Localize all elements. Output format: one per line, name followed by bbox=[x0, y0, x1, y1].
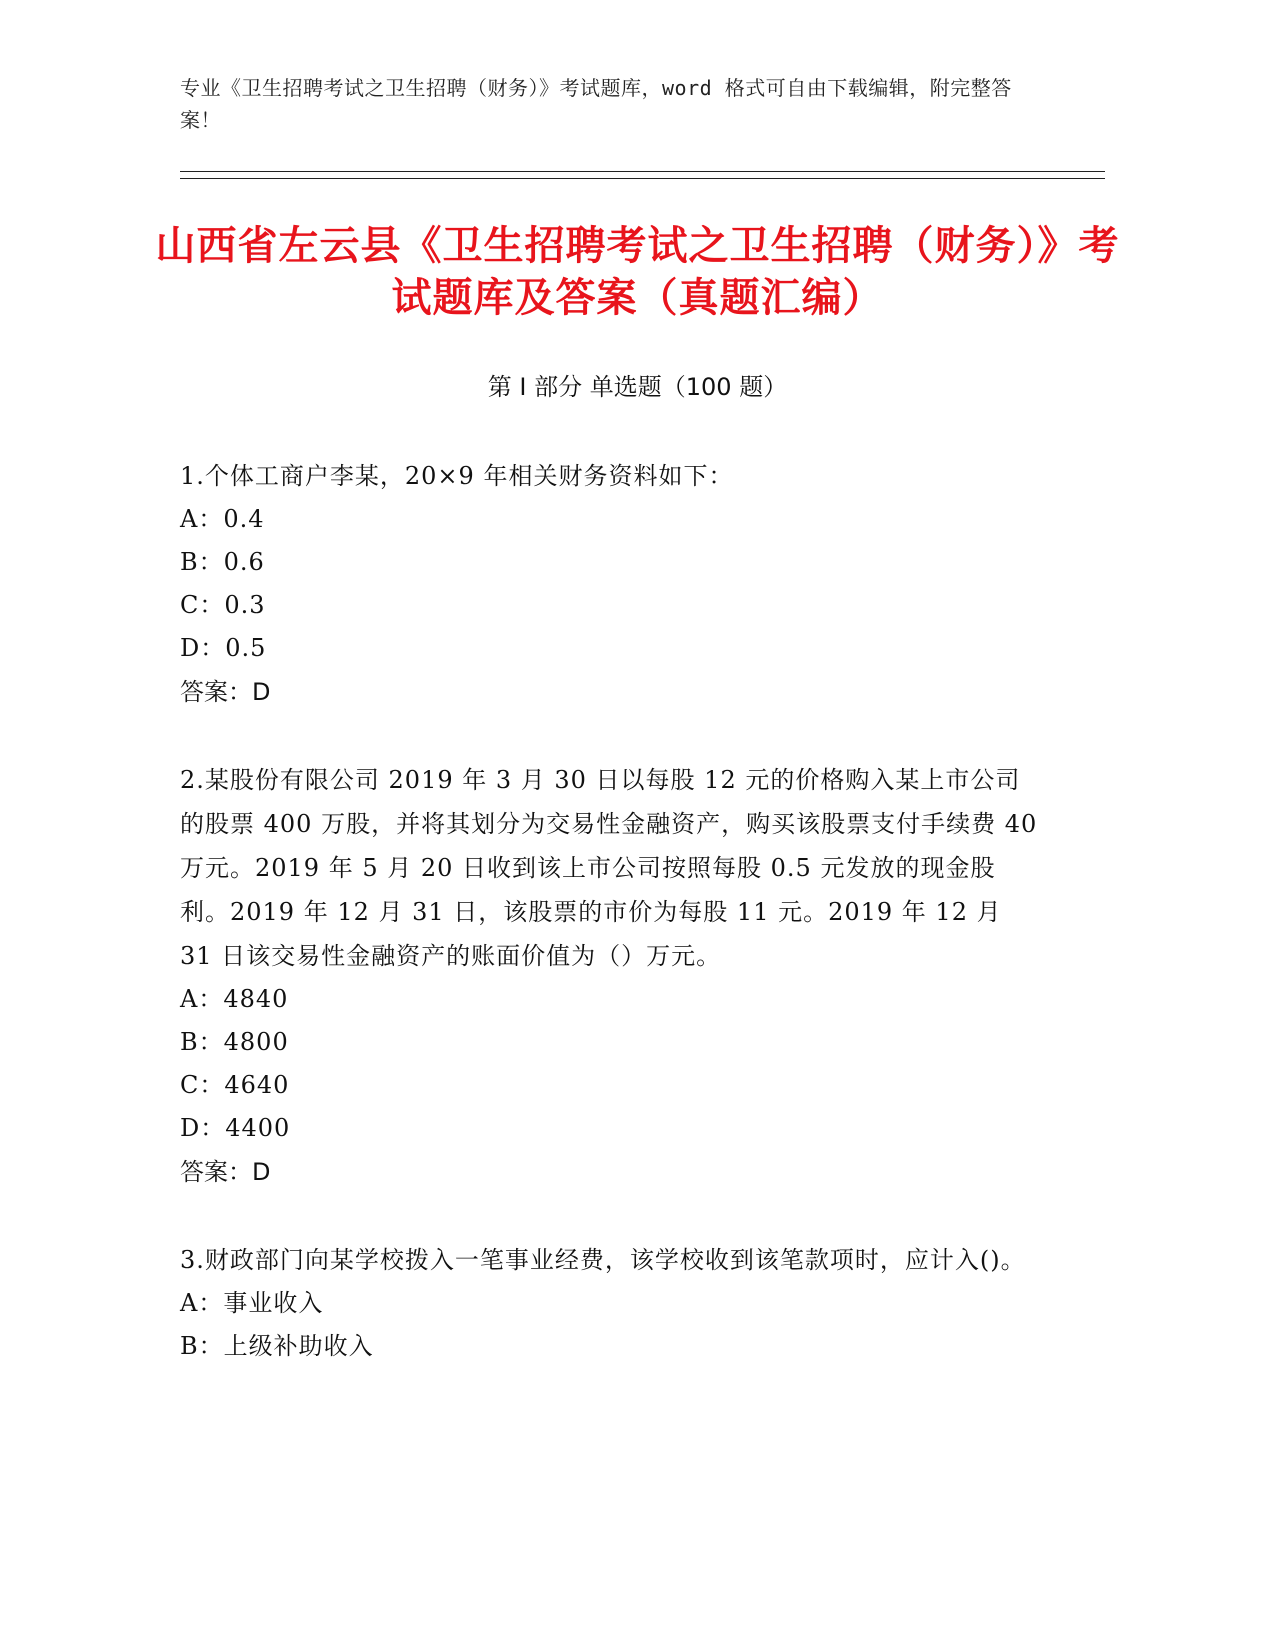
header-note: 专业《卫生招聘考试之卫生招聘（财务）》考试题库，word 格式可自由下载编辑，附完整答案！ bbox=[180, 76, 1012, 132]
option-list bbox=[180, 978, 1040, 1150]
option-a: A：0.4 bbox=[180, 505, 265, 533]
option-list bbox=[180, 498, 1040, 670]
option-a: A：4840 bbox=[180, 985, 289, 1013]
option-d: D：0.5 bbox=[180, 634, 267, 662]
question-stem: 2.某股份有限公司 2019 年 3 月 30 日以每股 12 元的价格购入某上市公司的股票 400 万股，并将其划分为交易性金融资产，购买该股票支付手续费 40 万元。2019 年 5 月 20 日收到该上市公司按照每股 0.5 元发放的现金股利。2019 年 12 月 31 日，该股票的市价为每股 11 元。2019 年 12 月 31 日该交易性金融资产的账面价值为（）万元。 bbox=[180, 766, 1038, 970]
question-stem: 1.个体工商户李某，20×9 年相关财务资料如下： bbox=[180, 462, 734, 490]
header-divider-top bbox=[180, 171, 1105, 172]
option-c: C：0.3 bbox=[180, 591, 266, 619]
answer-line: 答案：D bbox=[180, 678, 271, 706]
answer-line: 答案：D bbox=[180, 1158, 271, 1186]
option-d: D：4400 bbox=[180, 1114, 291, 1142]
option-b: B：上级补助收入 bbox=[180, 1332, 374, 1360]
question-item bbox=[180, 758, 1040, 1194]
question-item bbox=[180, 1238, 1040, 1368]
option-a: A：事业收入 bbox=[180, 1289, 324, 1317]
option-list bbox=[180, 1282, 1040, 1368]
header-divider-bottom bbox=[180, 178, 1105, 179]
question-stem: 3.财政部门向某学校拨入一笔事业经费，该学校收到该笔款项时，应计入()。 bbox=[180, 1246, 1026, 1274]
section-heading: 第 I 部分 单选题（100 题） bbox=[487, 373, 788, 401]
question-item bbox=[180, 454, 1040, 714]
document-title: 山西省左云县《卫生招聘考试之卫生招聘（财务）》考试题库及答案（真题汇编） bbox=[155, 223, 1120, 321]
option-b: B：0.6 bbox=[180, 548, 265, 576]
option-b: B：4800 bbox=[180, 1028, 289, 1056]
option-c: C：4640 bbox=[180, 1071, 290, 1099]
